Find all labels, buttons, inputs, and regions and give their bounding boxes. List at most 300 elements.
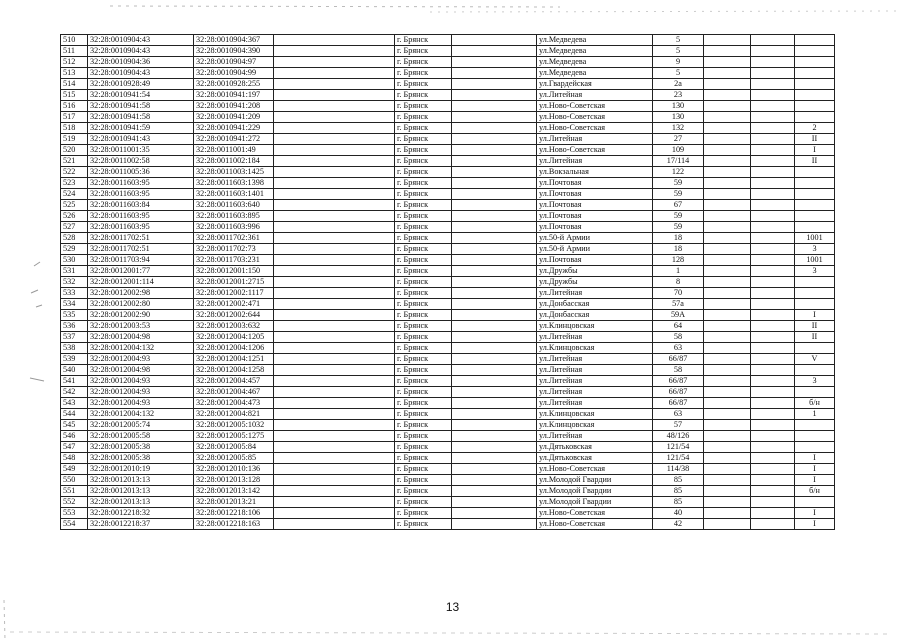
cell-house-number: 59А <box>653 310 704 321</box>
cell-apartment-number <box>795 189 835 200</box>
cell-apartment-number: I <box>795 519 835 530</box>
cell-blank-column-b <box>452 101 537 112</box>
cell-object-cadastral-number: 32:28:0011702:73 <box>194 244 274 255</box>
cell-street: ул.Медведева <box>537 68 653 79</box>
cell-row-number: 518 <box>61 123 88 134</box>
cell-city: г. Брянск <box>395 332 452 343</box>
cell-parcel-cadastral-number: 32:28:0011703:94 <box>88 255 194 266</box>
cell-blank-column-a <box>274 519 395 530</box>
cell-blank-column-b <box>452 211 537 222</box>
cell-blank-column-b <box>452 508 537 519</box>
cell-apartment-number <box>795 178 835 189</box>
cell-row-number: 527 <box>61 222 88 233</box>
cell-blank-column-b <box>452 189 537 200</box>
cell-blank-column-a <box>274 299 395 310</box>
cell-blank-column-d <box>751 35 795 46</box>
cell-apartment-number <box>795 431 835 442</box>
cell-blank-column-c <box>704 255 751 266</box>
cell-object-cadastral-number: 32:28:0012002:644 <box>194 310 274 321</box>
cell-city: г. Брянск <box>395 387 452 398</box>
table-row <box>61 376 835 387</box>
cell-object-cadastral-number: 32:28:0012013:21 <box>194 497 274 508</box>
table-row <box>61 475 835 486</box>
cell-row-number: 552 <box>61 497 88 508</box>
table-row <box>61 35 835 46</box>
cell-row-number: 523 <box>61 178 88 189</box>
cell-blank-column-a <box>274 156 395 167</box>
cell-blank-column-b <box>452 35 537 46</box>
cell-row-number: 549 <box>61 464 88 475</box>
cell-row-number: 540 <box>61 365 88 376</box>
cell-blank-column-a <box>274 497 395 508</box>
cell-blank-column-b <box>452 57 537 68</box>
cell-blank-column-d <box>751 233 795 244</box>
cell-blank-column-b <box>452 233 537 244</box>
cell-row-number: 517 <box>61 112 88 123</box>
cell-city: г. Брянск <box>395 145 452 156</box>
table-row <box>61 409 835 420</box>
cell-house-number: 66/87 <box>653 376 704 387</box>
cell-city: г. Брянск <box>395 46 452 57</box>
cell-house-number: 27 <box>653 134 704 145</box>
cell-row-number: 536 <box>61 321 88 332</box>
cell-row-number: 524 <box>61 189 88 200</box>
table-row <box>61 112 835 123</box>
table-row <box>61 211 835 222</box>
cell-object-cadastral-number: 32:28:0012013:128 <box>194 475 274 486</box>
cell-row-number: 532 <box>61 277 88 288</box>
cell-street: ул.Дружбы <box>537 277 653 288</box>
cell-house-number: 66/87 <box>653 354 704 365</box>
cell-object-cadastral-number: 32:28:0012013:142 <box>194 486 274 497</box>
cell-street: ул.Литейная <box>537 90 653 101</box>
cell-blank-column-b <box>452 79 537 90</box>
cell-apartment-number <box>795 200 835 211</box>
cell-parcel-cadastral-number: 32:28:0012004:132 <box>88 409 194 420</box>
cell-parcel-cadastral-number: 32:28:0012004:132 <box>88 343 194 354</box>
cell-blank-column-c <box>704 519 751 530</box>
cell-object-cadastral-number: 32:28:0012218:106 <box>194 508 274 519</box>
cell-street: ул.Литейная <box>537 431 653 442</box>
cell-apartment-number: V <box>795 354 835 365</box>
cell-parcel-cadastral-number: 32:28:0012013:13 <box>88 486 194 497</box>
cell-blank-column-a <box>274 200 395 211</box>
cell-city: г. Брянск <box>395 211 452 222</box>
cell-street: ул.Дружбы <box>537 266 653 277</box>
cell-blank-column-a <box>274 46 395 57</box>
cell-blank-column-a <box>274 35 395 46</box>
cell-row-number: 522 <box>61 167 88 178</box>
cell-city: г. Брянск <box>395 233 452 244</box>
cell-parcel-cadastral-number: 32:28:0012004:98 <box>88 332 194 343</box>
cell-apartment-number <box>795 112 835 123</box>
cell-blank-column-a <box>274 222 395 233</box>
cell-house-number: 130 <box>653 101 704 112</box>
cell-parcel-cadastral-number: 32:28:0012003:53 <box>88 321 194 332</box>
cell-object-cadastral-number: 32:28:0012001:150 <box>194 266 274 277</box>
cell-parcel-cadastral-number: 32:28:0012004:93 <box>88 354 194 365</box>
cell-row-number: 535 <box>61 310 88 321</box>
cell-blank-column-c <box>704 79 751 90</box>
cell-blank-column-d <box>751 343 795 354</box>
table-row <box>61 277 835 288</box>
cell-blank-column-c <box>704 156 751 167</box>
table-row <box>61 145 835 156</box>
cell-street: ул.Молодой Гвардии <box>537 475 653 486</box>
cell-city: г. Брянск <box>395 277 452 288</box>
cell-street: ул.Ново-Советская <box>537 508 653 519</box>
cell-row-number: 528 <box>61 233 88 244</box>
cell-blank-column-b <box>452 442 537 453</box>
cell-house-number: 17/114 <box>653 156 704 167</box>
cell-city: г. Брянск <box>395 431 452 442</box>
cell-street: ул.Вокзальная <box>537 167 653 178</box>
cell-blank-column-b <box>452 475 537 486</box>
cell-blank-column-d <box>751 90 795 101</box>
cell-city: г. Брянск <box>395 68 452 79</box>
cell-apartment-number <box>795 57 835 68</box>
cell-apartment-number <box>795 420 835 431</box>
cell-blank-column-c <box>704 497 751 508</box>
cell-apartment-number: 1001 <box>795 255 835 266</box>
cell-blank-column-b <box>452 409 537 420</box>
cell-blank-column-c <box>704 464 751 475</box>
cell-street: ул.Почтовая <box>537 222 653 233</box>
cell-street: ул.Литейная <box>537 365 653 376</box>
cell-blank-column-d <box>751 101 795 112</box>
cell-city: г. Брянск <box>395 266 452 277</box>
cell-row-number: 544 <box>61 409 88 420</box>
cell-blank-column-c <box>704 167 751 178</box>
cell-blank-column-a <box>274 475 395 486</box>
table-row <box>61 343 835 354</box>
cell-blank-column-a <box>274 332 395 343</box>
cell-object-cadastral-number: 32:28:0012005:1032 <box>194 420 274 431</box>
cell-row-number: 529 <box>61 244 88 255</box>
cell-house-number: 121/54 <box>653 453 704 464</box>
cell-street: ул.Литейная <box>537 156 653 167</box>
cell-blank-column-d <box>751 475 795 486</box>
cell-city: г. Брянск <box>395 475 452 486</box>
cell-object-cadastral-number: 32:28:0012218:163 <box>194 519 274 530</box>
cell-row-number: 530 <box>61 255 88 266</box>
cell-blank-column-d <box>751 486 795 497</box>
cell-apartment-number: II <box>795 134 835 145</box>
table-row <box>61 200 835 211</box>
cell-row-number: 515 <box>61 90 88 101</box>
cell-house-number: 58 <box>653 332 704 343</box>
table-row <box>61 486 835 497</box>
cell-blank-column-c <box>704 244 751 255</box>
cell-blank-column-b <box>452 288 537 299</box>
cell-row-number: 512 <box>61 57 88 68</box>
cell-parcel-cadastral-number: 32:28:0012002:80 <box>88 299 194 310</box>
cell-apartment-number: I <box>795 475 835 486</box>
cell-blank-column-c <box>704 453 751 464</box>
cell-blank-column-c <box>704 398 751 409</box>
cell-city: г. Брянск <box>395 123 452 134</box>
cell-blank-column-c <box>704 299 751 310</box>
table-row <box>61 101 835 112</box>
table-row <box>61 453 835 464</box>
cell-object-cadastral-number: 32:28:0012004:821 <box>194 409 274 420</box>
cell-blank-column-d <box>751 310 795 321</box>
table-row <box>61 156 835 167</box>
cell-parcel-cadastral-number: 32:28:0012005:38 <box>88 442 194 453</box>
table-row <box>61 68 835 79</box>
cell-row-number: 548 <box>61 453 88 464</box>
cell-object-cadastral-number: 32:28:0011603:996 <box>194 222 274 233</box>
cell-city: г. Брянск <box>395 255 452 266</box>
cell-house-number: 58 <box>653 365 704 376</box>
cell-parcel-cadastral-number: 32:28:0010904:36 <box>88 57 194 68</box>
cell-apartment-number: I <box>795 453 835 464</box>
cell-row-number: 538 <box>61 343 88 354</box>
cell-object-cadastral-number: 32:28:0011001:49 <box>194 145 274 156</box>
cell-street: ул.Литейная <box>537 134 653 145</box>
table-row <box>61 332 835 343</box>
cell-parcel-cadastral-number: 32:28:0011002:58 <box>88 156 194 167</box>
cell-apartment-number: 3 <box>795 266 835 277</box>
cell-blank-column-a <box>274 57 395 68</box>
cell-house-number: 67 <box>653 200 704 211</box>
cell-blank-column-a <box>274 398 395 409</box>
cell-parcel-cadastral-number: 32:28:0010904:43 <box>88 68 194 79</box>
cell-blank-column-a <box>274 244 395 255</box>
cell-row-number: 519 <box>61 134 88 145</box>
cell-street: ул.Почтовая <box>537 178 653 189</box>
table-row <box>61 90 835 101</box>
cell-blank-column-b <box>452 453 537 464</box>
cell-blank-column-d <box>751 288 795 299</box>
cell-row-number: 550 <box>61 475 88 486</box>
table-row <box>61 57 835 68</box>
cell-house-number: 23 <box>653 90 704 101</box>
table-row <box>61 46 835 57</box>
cell-blank-column-b <box>452 167 537 178</box>
cell-row-number: 546 <box>61 431 88 442</box>
table-row <box>61 398 835 409</box>
cell-city: г. Брянск <box>395 156 452 167</box>
cell-street: ул.Медведева <box>537 57 653 68</box>
cell-parcel-cadastral-number: 32:28:0012001:77 <box>88 266 194 277</box>
cell-street: ул.Клинцовская <box>537 321 653 332</box>
cell-blank-column-a <box>274 420 395 431</box>
table-row <box>61 266 835 277</box>
cell-street: ул.Литейная <box>537 376 653 387</box>
cell-house-number: 132 <box>653 123 704 134</box>
register-table-body <box>61 35 835 530</box>
cell-blank-column-b <box>452 46 537 57</box>
table-row <box>61 244 835 255</box>
cell-house-number: 128 <box>653 255 704 266</box>
table-row <box>61 420 835 431</box>
cell-house-number: 122 <box>653 167 704 178</box>
cell-house-number: 85 <box>653 475 704 486</box>
cell-parcel-cadastral-number: 32:28:0012013:13 <box>88 497 194 508</box>
cell-blank-column-a <box>274 365 395 376</box>
cell-blank-column-c <box>704 211 751 222</box>
cell-house-number: 1 <box>653 266 704 277</box>
cell-blank-column-b <box>452 497 537 508</box>
cell-blank-column-d <box>751 431 795 442</box>
cell-object-cadastral-number: 32:28:0010941:197 <box>194 90 274 101</box>
cell-blank-column-d <box>751 420 795 431</box>
table-row <box>61 387 835 398</box>
cell-street: ул.Клинцовская <box>537 409 653 420</box>
cell-apartment-number <box>795 288 835 299</box>
cell-object-cadastral-number: 32:28:0012005:84 <box>194 442 274 453</box>
cell-blank-column-c <box>704 233 751 244</box>
cell-city: г. Брянск <box>395 519 452 530</box>
cell-row-number: 541 <box>61 376 88 387</box>
cell-object-cadastral-number: 32:28:0012005:1275 <box>194 431 274 442</box>
cell-blank-column-d <box>751 398 795 409</box>
cell-blank-column-d <box>751 167 795 178</box>
cell-blank-column-a <box>274 310 395 321</box>
cell-blank-column-d <box>751 453 795 464</box>
cell-blank-column-d <box>751 211 795 222</box>
cell-blank-column-d <box>751 112 795 123</box>
cell-apartment-number <box>795 101 835 112</box>
cell-blank-column-b <box>452 354 537 365</box>
cell-blank-column-b <box>452 145 537 156</box>
cell-object-cadastral-number: 32:28:0012004:473 <box>194 398 274 409</box>
cell-object-cadastral-number: 32:28:0010941:209 <box>194 112 274 123</box>
cell-blank-column-c <box>704 387 751 398</box>
cell-street: ул.Донбасская <box>537 299 653 310</box>
cell-parcel-cadastral-number: 32:28:0012001:114 <box>88 277 194 288</box>
cell-blank-column-a <box>274 409 395 420</box>
cell-blank-column-c <box>704 475 751 486</box>
cell-city: г. Брянск <box>395 90 452 101</box>
cell-blank-column-a <box>274 442 395 453</box>
cell-street: ул.Ново-Советская <box>537 519 653 530</box>
cell-row-number: 516 <box>61 101 88 112</box>
cell-parcel-cadastral-number: 32:28:0012005:74 <box>88 420 194 431</box>
cell-blank-column-c <box>704 409 751 420</box>
cell-blank-column-a <box>274 376 395 387</box>
cell-apartment-number <box>795 68 835 79</box>
cell-blank-column-b <box>452 266 537 277</box>
cell-row-number: 545 <box>61 420 88 431</box>
cell-blank-column-b <box>452 134 537 145</box>
cell-blank-column-b <box>452 365 537 376</box>
cell-object-cadastral-number: 32:28:0010941:272 <box>194 134 274 145</box>
cell-blank-column-d <box>751 266 795 277</box>
page-number: 13 <box>445 600 460 614</box>
cell-blank-column-b <box>452 277 537 288</box>
cell-parcel-cadastral-number: 32:28:0011603:95 <box>88 211 194 222</box>
table-row <box>61 464 835 475</box>
cell-street: ул.Медведева <box>537 35 653 46</box>
cell-city: г. Брянск <box>395 464 452 475</box>
cell-parcel-cadastral-number: 32:28:0011603:95 <box>88 189 194 200</box>
cell-blank-column-c <box>704 288 751 299</box>
cell-street: ул.Литейная <box>537 332 653 343</box>
cell-blank-column-d <box>751 156 795 167</box>
cell-apartment-number <box>795 167 835 178</box>
cell-blank-column-c <box>704 508 751 519</box>
cell-apartment-number: 3 <box>795 376 835 387</box>
cell-object-cadastral-number: 32:28:0010941:229 <box>194 123 274 134</box>
cell-blank-column-b <box>452 464 537 475</box>
cell-parcel-cadastral-number: 32:28:0010904:43 <box>88 46 194 57</box>
cell-object-cadastral-number: 32:28:0012002:1117 <box>194 288 274 299</box>
cell-street: ул.Молодой Гвардии <box>537 486 653 497</box>
cell-blank-column-a <box>274 79 395 90</box>
cell-blank-column-b <box>452 431 537 442</box>
table-row <box>61 431 835 442</box>
cell-blank-column-d <box>751 464 795 475</box>
cell-row-number: 551 <box>61 486 88 497</box>
cell-row-number: 534 <box>61 299 88 310</box>
cell-row-number: 553 <box>61 508 88 519</box>
table-row <box>61 123 835 134</box>
cell-blank-column-c <box>704 266 751 277</box>
table-row <box>61 233 835 244</box>
cell-city: г. Брянск <box>395 101 452 112</box>
cell-row-number: 526 <box>61 211 88 222</box>
cell-street: ул.Ново-Советская <box>537 464 653 475</box>
cell-parcel-cadastral-number: 32:28:0012218:37 <box>88 519 194 530</box>
cell-house-number: 5 <box>653 68 704 79</box>
cell-parcel-cadastral-number: 32:28:0010941:58 <box>88 101 194 112</box>
cell-parcel-cadastral-number: 32:28:0010941:43 <box>88 134 194 145</box>
cell-object-cadastral-number: 32:28:0011603:895 <box>194 211 274 222</box>
cell-house-number: 48/126 <box>653 431 704 442</box>
cell-row-number: 520 <box>61 145 88 156</box>
cell-blank-column-c <box>704 376 751 387</box>
cell-blank-column-c <box>704 123 751 134</box>
table-row <box>61 497 835 508</box>
cell-object-cadastral-number: 32:28:0012001:2715 <box>194 277 274 288</box>
cell-blank-column-d <box>751 145 795 156</box>
cell-blank-column-c <box>704 112 751 123</box>
cell-blank-column-b <box>452 519 537 530</box>
cell-blank-column-d <box>751 332 795 343</box>
cell-blank-column-c <box>704 189 751 200</box>
cell-parcel-cadastral-number: 32:28:0011603:84 <box>88 200 194 211</box>
table-row <box>61 321 835 332</box>
cell-blank-column-a <box>274 112 395 123</box>
cell-blank-column-d <box>751 189 795 200</box>
cell-blank-column-d <box>751 321 795 332</box>
cell-house-number: 66/87 <box>653 398 704 409</box>
cell-apartment-number: б/н <box>795 486 835 497</box>
cell-blank-column-d <box>751 376 795 387</box>
cell-street: ул.Ново-Советская <box>537 101 653 112</box>
cell-row-number: 547 <box>61 442 88 453</box>
cell-street: ул.Литейная <box>537 354 653 365</box>
cell-blank-column-d <box>751 497 795 508</box>
cell-blank-column-d <box>751 519 795 530</box>
cell-blank-column-d <box>751 178 795 189</box>
cell-apartment-number <box>795 222 835 233</box>
cell-blank-column-a <box>274 453 395 464</box>
cell-blank-column-b <box>452 222 537 233</box>
cell-blank-column-a <box>274 288 395 299</box>
cell-city: г. Брянск <box>395 420 452 431</box>
cell-street: ул.Литейная <box>537 288 653 299</box>
cell-apartment-number <box>795 365 835 376</box>
cell-street: ул.Ново-Советская <box>537 112 653 123</box>
cell-blank-column-d <box>751 277 795 288</box>
cell-object-cadastral-number: 32:28:0010904:390 <box>194 46 274 57</box>
cell-object-cadastral-number: 32:28:0011603:1401 <box>194 189 274 200</box>
cell-parcel-cadastral-number: 32:28:0012004:93 <box>88 398 194 409</box>
cell-city: г. Брянск <box>395 365 452 376</box>
